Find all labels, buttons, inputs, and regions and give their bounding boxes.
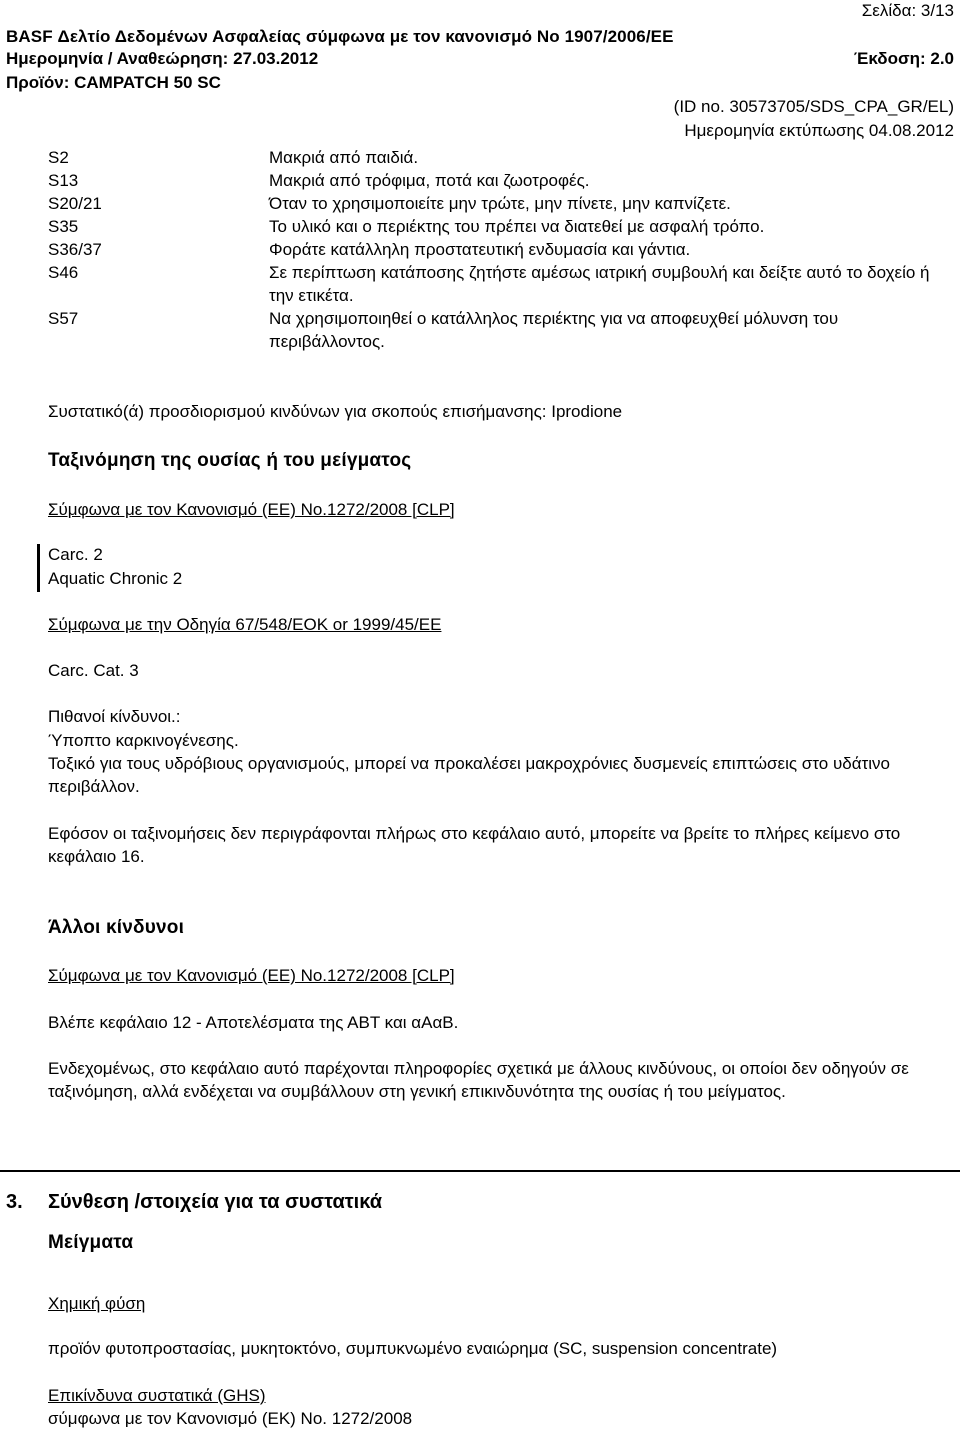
- s-phrase-text: Μακριά από παιδιά.: [269, 148, 419, 167]
- classification-note: Εφόσον οι ταξινομήσεις δεν περιγράφονται πλήρως στο κεφάλαιο αυτό, μπορείτε να βρείτε το πλήρες κείμενο στο κεφάλαιο 16.: [48, 824, 901, 866]
- change-bar: [37, 544, 40, 592]
- s-phrase-code: S57: [48, 309, 79, 328]
- classification-heading: Ταξινόμηση της ουσίας ή του μείγματος: [48, 450, 412, 471]
- hazardous-components-link: Επικίνδυνα συστατικά (GHS): [48, 1386, 266, 1405]
- s-phrase-text: Σε περίπτωση κατάποσης ζητήστε αμέσως ιατρική συμβουλή και δείξτε αυτό το δοχείο ή την ετικέτα.: [269, 263, 930, 305]
- possible-hazards-label: Πιθανοί κίνδυνοι.:: [48, 707, 181, 726]
- s-phrase-code: S2: [48, 148, 69, 167]
- s-phrase-row: [48, 215, 938, 238]
- s-phrase-code: S35: [48, 217, 79, 236]
- other-hazards-clp-link: Σύμφωνα με τον Κανονισμό (ΕΕ) No.1272/2008 [CLP]: [48, 966, 455, 985]
- clp-regulation-link: Σύμφωνα με τον Κανονισμό (ΕΕ) No.1272/2008 [CLP]: [48, 500, 455, 519]
- mixtures-subheading: Μείγματα: [48, 1232, 134, 1253]
- hazardous-components-ref: σύμφωνα με τον Κανονισμό (ΕΚ) No. 1272/2008: [48, 1409, 413, 1428]
- section-title: Σύνθεση /στοιχεία για τα συστατικά: [48, 1191, 383, 1213]
- s-phrase-text: Φοράτε κατάλληλη προστατευτική ενδυμασία και γάντια.: [269, 240, 691, 259]
- section-3-heading: [6, 1191, 382, 1214]
- s-phrases-table: [48, 146, 938, 353]
- directive-link: Σύμφωνα με την Οδηγία 67/548/ΕΟΚ or 1999/45/ΕΕ: [48, 615, 442, 634]
- possible-hazard-item: Ύποπτο καρκινογένεσης.: [48, 731, 239, 750]
- section-divider: [0, 1170, 960, 1172]
- s-phrase-row: [48, 192, 938, 215]
- s-phrase-text: Το υλικό και ο περιέκτης του πρέπει να διατεθεί με ασφαλή τρόπο.: [269, 217, 765, 236]
- section-number: 3.: [6, 1191, 23, 1213]
- s-phrase-text: Να χρησιμοποιηθεί ο κατάλληλος περιέκτης για να αποφευχθεί μόλυνση του περιβάλλοντος.: [269, 309, 839, 351]
- chemical-nature-text: προϊόν φυτοπροστασίας, μυκητοκτόνο, συμπυκνωμένο εναιώρημα (SC, suspension concentrate): [48, 1339, 778, 1358]
- date-revision-row: [6, 48, 954, 70]
- date-revision: Ημερομηνία / Αναθεώρηση: 27.03.2012: [6, 49, 319, 68]
- chemical-nature-link: Χημική φύση: [48, 1294, 146, 1313]
- s-phrase-row: [48, 238, 938, 261]
- id-number: (ID no. 30573705/SDS_CPA_GR/EL): [673, 97, 954, 116]
- s-phrase-row: [48, 169, 938, 192]
- s-phrase-code: S13: [48, 171, 79, 190]
- s-phrase-code: S46: [48, 263, 79, 282]
- s-phrase-row: [48, 307, 938, 353]
- s-phrase-row: [48, 146, 938, 169]
- print-date: Ημερομηνία εκτύπωσης 04.08.2012: [684, 121, 954, 140]
- document-title: BASF Δελτίο Δεδομένων Ασφαλείας σύμφωνα με τον κανονισμό No 1907/2006/ΕΕ: [6, 27, 674, 46]
- product-name: Προϊόν: CAMPATCH 50 SC: [6, 73, 221, 92]
- possible-hazard-item: Τοξικό για τους υδρόβιους οργανισμούς, μπορεί να προκαλέσει μακροχρόνιες δυσμενείς επιπτώσεις στο υδάτινο περιβάλλον.: [48, 754, 890, 796]
- s-phrase-text: Όταν το χρησιμοποιείτε μην τρώτε, μην πίνετε, μην καπνίζετε.: [269, 194, 731, 213]
- page-header: [6, 0, 954, 140]
- clp-class-item: Carc. 2: [48, 545, 103, 564]
- page-number: Σελίδα: 3/13: [861, 1, 954, 20]
- s-phrase-code: S20/21: [48, 194, 102, 213]
- hazard-component-statement: Συστατικό(ά) προσδιορισμού κινδύνων για σκοπούς επισήμανσης: Iprodione: [48, 402, 623, 421]
- other-hazards-note: Ενδεχομένως, στο κεφάλαιο αυτό παρέχονται πληροφορίες σχετικά με άλλους κινδύνους, οι οποίοι δεν οδηγούν σε ταξινόμηση, αλλά ενδέχεται να συμβάλλουν στη γενική επικινδυνότητα της ουσίας ή του μείγματος.: [48, 1059, 909, 1101]
- other-hazards-heading: Άλλοι κίνδυνοι: [48, 917, 185, 938]
- other-hazards-see: Βλέπε κεφάλαιο 12 - Αποτελέσματα της ΑΒΤ και αΑαΒ.: [48, 1013, 459, 1032]
- clp-class-item: Aquatic Chronic 2: [48, 569, 183, 588]
- s-phrase-text: Μακριά από τρόφιμα, ποτά και ζωοτροφές.: [269, 171, 590, 190]
- s-phrase-code: S36/37: [48, 240, 102, 259]
- directive-class-item: Carc. Cat. 3: [48, 661, 139, 680]
- s-phrase-row: [48, 261, 938, 307]
- version: Έκδοση: 2.0: [853, 49, 954, 68]
